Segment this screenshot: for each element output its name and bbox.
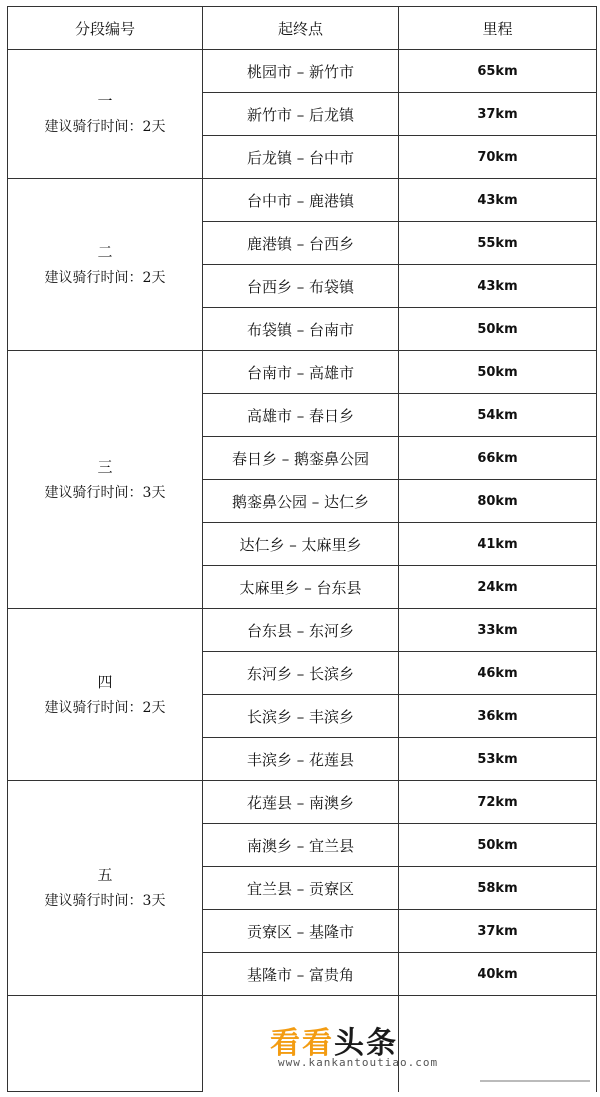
table-header-row	[8, 7, 597, 50]
distance-cell: 65km	[399, 50, 597, 93]
route-cell: 后龙镇 – 台中市	[203, 136, 399, 179]
route-cell: 春日乡 – 鹅銮鼻公园	[203, 437, 399, 480]
route-cell: 台西乡 – 布袋镇	[203, 265, 399, 308]
distance-cell: 41km	[399, 523, 597, 566]
route-cell: 台南市 – 高雄市	[203, 351, 399, 394]
segment-suggested-time: 建议骑行时间：2天	[44, 699, 166, 716]
route-table	[7, 6, 597, 1092]
distance-cell: 50km	[399, 824, 597, 867]
route-cell: 东河乡 – 长滨乡	[203, 652, 399, 695]
route-cell: 鹅銮鼻公园 – 达仁乡	[203, 480, 399, 523]
segment-number: 一	[97, 92, 113, 110]
watermark	[270, 1018, 490, 1078]
segment-number: 三	[97, 457, 113, 476]
distance-cell: 72km	[399, 781, 597, 824]
distance-cell: 58km	[399, 867, 597, 910]
watermark-brand-b: 头条	[334, 1026, 398, 1061]
route-cell: 基隆市 – 富贵角	[203, 953, 399, 996]
segment-cell	[8, 351, 203, 609]
segment-suggested-time: 建议骑行时间：3天	[44, 893, 166, 909]
distance-cell: 50km	[399, 308, 597, 351]
distance-cell: 70km	[399, 136, 597, 179]
distance-cell: 37km	[399, 93, 597, 136]
segment-suggested-time: 建议骑行时间：2天	[44, 269, 166, 286]
watermark-url: www.kankantoutiao.com	[278, 1056, 439, 1069]
blank-cell	[8, 996, 203, 1092]
distance-cell: 80km	[399, 480, 597, 523]
route-cell: 鹿港镇 – 台西乡	[203, 222, 399, 265]
distance-cell: 43km	[399, 265, 597, 308]
route-table-sheet	[7, 6, 596, 1091]
table-row	[8, 351, 597, 394]
distance-cell: 46km	[399, 652, 597, 695]
distance-cell: 40km	[399, 953, 597, 996]
distance-cell: 43km	[399, 179, 597, 222]
segment-number: 四	[97, 672, 113, 691]
route-cell: 太麻里乡 – 台东县	[203, 566, 399, 609]
segment-number: 五	[97, 866, 113, 884]
segment-cell	[8, 50, 203, 179]
segment-suggested-time: 建议骑行时间：3天	[44, 484, 166, 501]
route-cell: 花莲县 – 南澳乡	[203, 781, 399, 824]
route-cell: 丰滨乡 – 花莲县	[203, 738, 399, 781]
table-row	[8, 179, 597, 222]
distance-cell: 55km	[399, 222, 597, 265]
route-cell: 台东县 – 东河乡	[203, 609, 399, 652]
distance-cell: 50km	[399, 351, 597, 394]
header-distance: 里程	[399, 7, 597, 50]
route-cell: 长滨乡 – 丰滨乡	[203, 695, 399, 738]
route-cell: 南澳乡 – 宜兰县	[203, 824, 399, 867]
segment-cell	[8, 179, 203, 351]
distance-cell: 37km	[399, 910, 597, 953]
table-row	[8, 781, 597, 824]
distance-cell: 36km	[399, 695, 597, 738]
segment-number: 二	[97, 242, 113, 261]
header-segment-number: 分段编号	[8, 7, 203, 50]
distance-cell: 33km	[399, 609, 597, 652]
route-cell: 布袋镇 – 台南市	[203, 308, 399, 351]
header-route: 起终点	[203, 7, 399, 50]
route-cell: 桃园市 – 新竹市	[203, 50, 399, 93]
distance-cell: 66km	[399, 437, 597, 480]
route-cell: 高雄市 – 春日乡	[203, 394, 399, 437]
segment-cell	[8, 609, 203, 781]
route-cell: 新竹市 – 后龙镇	[203, 93, 399, 136]
bottom-divider	[480, 1080, 590, 1082]
segment-cell	[8, 781, 203, 996]
table-body	[8, 50, 597, 1092]
route-cell: 达仁乡 – 太麻里乡	[203, 523, 399, 566]
route-cell: 宜兰县 – 贡寮区	[203, 867, 399, 910]
distance-cell: 54km	[399, 394, 597, 437]
distance-cell: 53km	[399, 738, 597, 781]
distance-cell: 24km	[399, 566, 597, 609]
watermark-brand-a: 看看	[270, 1026, 334, 1061]
table-row	[8, 609, 597, 652]
route-cell: 台中市 – 鹿港镇	[203, 179, 399, 222]
route-cell: 贡寮区 – 基隆市	[203, 910, 399, 953]
table-row	[8, 50, 597, 93]
segment-suggested-time: 建议骑行时间：2天	[44, 119, 166, 135]
